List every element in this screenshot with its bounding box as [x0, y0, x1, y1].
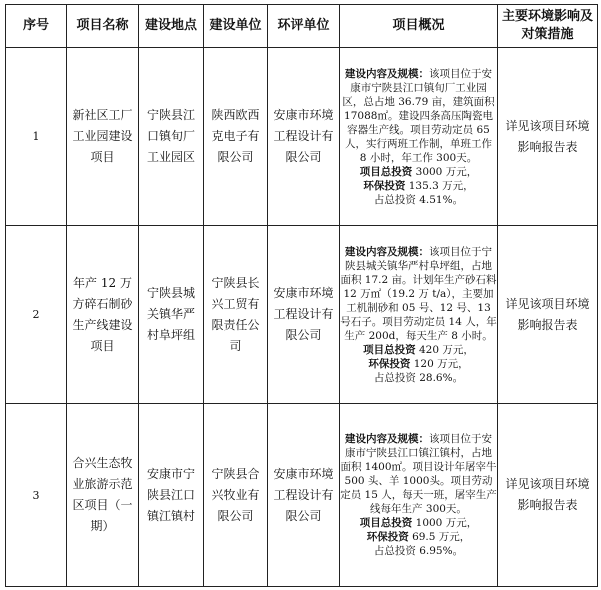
- table-row: [6, 404, 598, 587]
- header-name: 项目名称: [67, 5, 139, 48]
- row-builder: 宁陕县合兴牧业有限公司: [211, 466, 260, 523]
- scale-text: 该项目位于安康市宁陕县江口镇江镇村，占地面积 1400㎡。项目设计年屠宰牛 500 头、羊 1000头。项目劳动定员 15 人，每天一班，屠宰生产线每年生产 300天。: [340, 433, 497, 515]
- row-builder: 宁陕县长兴工贸有限责任公司: [211, 275, 260, 353]
- scale-label: 建设内容及规模：: [345, 245, 429, 258]
- row-location: 宁陕县江口镇旬厂工业园区: [146, 108, 195, 164]
- table-row: [6, 226, 598, 404]
- header-seq: 序号: [6, 5, 67, 48]
- row-location: 安康市宁陕县江口镇江镇村: [146, 466, 195, 523]
- row-project-name: 合兴生态牧业旅游示范区项目（一期）: [72, 456, 133, 533]
- header-eia-unit: 环评单位: [268, 5, 340, 48]
- scale-text: 该项目位于宁陕县城关镇华严村阜坪组，占地面积 17.2 亩。计划年生产砂石料 12 万㎡（19.2 万 t/a），主要加工机制砂和 05 号、12 号、13 号石子。项目劳动定员 14 人，年生产 200d，每天生产 8 小时。: [340, 245, 497, 342]
- header-overview: 项目概况: [340, 5, 498, 48]
- header-builder: 建设单位: [204, 5, 268, 48]
- invest-value: 1000 万元，: [415, 517, 478, 529]
- row-eia-unit: 安康市环境工程设计有限公司: [273, 108, 334, 164]
- row-eia-unit: 安康市环境工程设计有限公司: [273, 466, 334, 523]
- row-seq: 3: [6, 404, 67, 587]
- row-eia-unit: 安康市环境工程设计有限公司: [273, 286, 334, 342]
- row-overview: [340, 226, 498, 404]
- env-invest-label: 环保投资: [366, 531, 409, 543]
- invest-value: 3000 万元，: [415, 165, 478, 178]
- row-builder: 陕西欧西克电子有限公司: [211, 108, 260, 164]
- env-invest-value: 135.3 万元，: [408, 179, 474, 192]
- env-invest-label: 环保投资: [363, 179, 406, 192]
- header-location: 建设地点: [139, 5, 204, 48]
- env-invest-value: 120 万元，: [413, 357, 469, 370]
- row-project-name: 年产 12 万方碎石制砂生产线建设项目: [72, 275, 133, 353]
- invest-label: 项目总投资: [359, 517, 413, 529]
- row-impact: 详见该项目环境影响报告表: [505, 477, 590, 512]
- invest-ratio: 占总投资 6.95%。: [373, 545, 464, 557]
- env-invest-label: 环保投资: [368, 357, 411, 370]
- invest-ratio: 占总投资 28.6%。: [373, 371, 464, 384]
- row-impact: 详见该项目环境影响报告表: [505, 118, 590, 154]
- invest-ratio: 占总投资 4.51%。: [373, 193, 464, 206]
- invest-label: 项目总投资: [359, 165, 413, 178]
- table-row: [6, 48, 598, 226]
- invest-value: 420 万元，: [418, 343, 474, 356]
- scale-label: 建设内容及规模：: [345, 67, 429, 80]
- project-table: [5, 4, 598, 587]
- row-overview: [340, 404, 498, 587]
- env-invest-value: 69.5 万元，: [412, 531, 471, 543]
- row-seq: 1: [6, 48, 67, 226]
- header-row: [6, 5, 598, 48]
- row-overview: [340, 48, 498, 226]
- scale-label: 建设内容及规模：: [345, 433, 429, 445]
- row-impact: 详见该项目环境影响报告表: [505, 296, 590, 332]
- scale-text: 该项目位于安康市宁陕县江口镇旬厂工业园区，总占地 36.79 亩，建筑面积 17088㎡。建设四条高压陶瓷电容器生产线。项目劳动定员 65 人，实行两班工作制，单班工作 8 小时，年工作 300天。: [342, 67, 495, 164]
- row-project-name: 新社区工厂工业园建设项目: [72, 108, 133, 164]
- invest-label: 项目总投资: [363, 343, 416, 356]
- header-impact: 主要环境影响及对策措施: [498, 5, 598, 48]
- row-location: 宁陕县城关镇华严村阜坪组: [146, 286, 195, 342]
- row-seq: 2: [6, 226, 67, 404]
